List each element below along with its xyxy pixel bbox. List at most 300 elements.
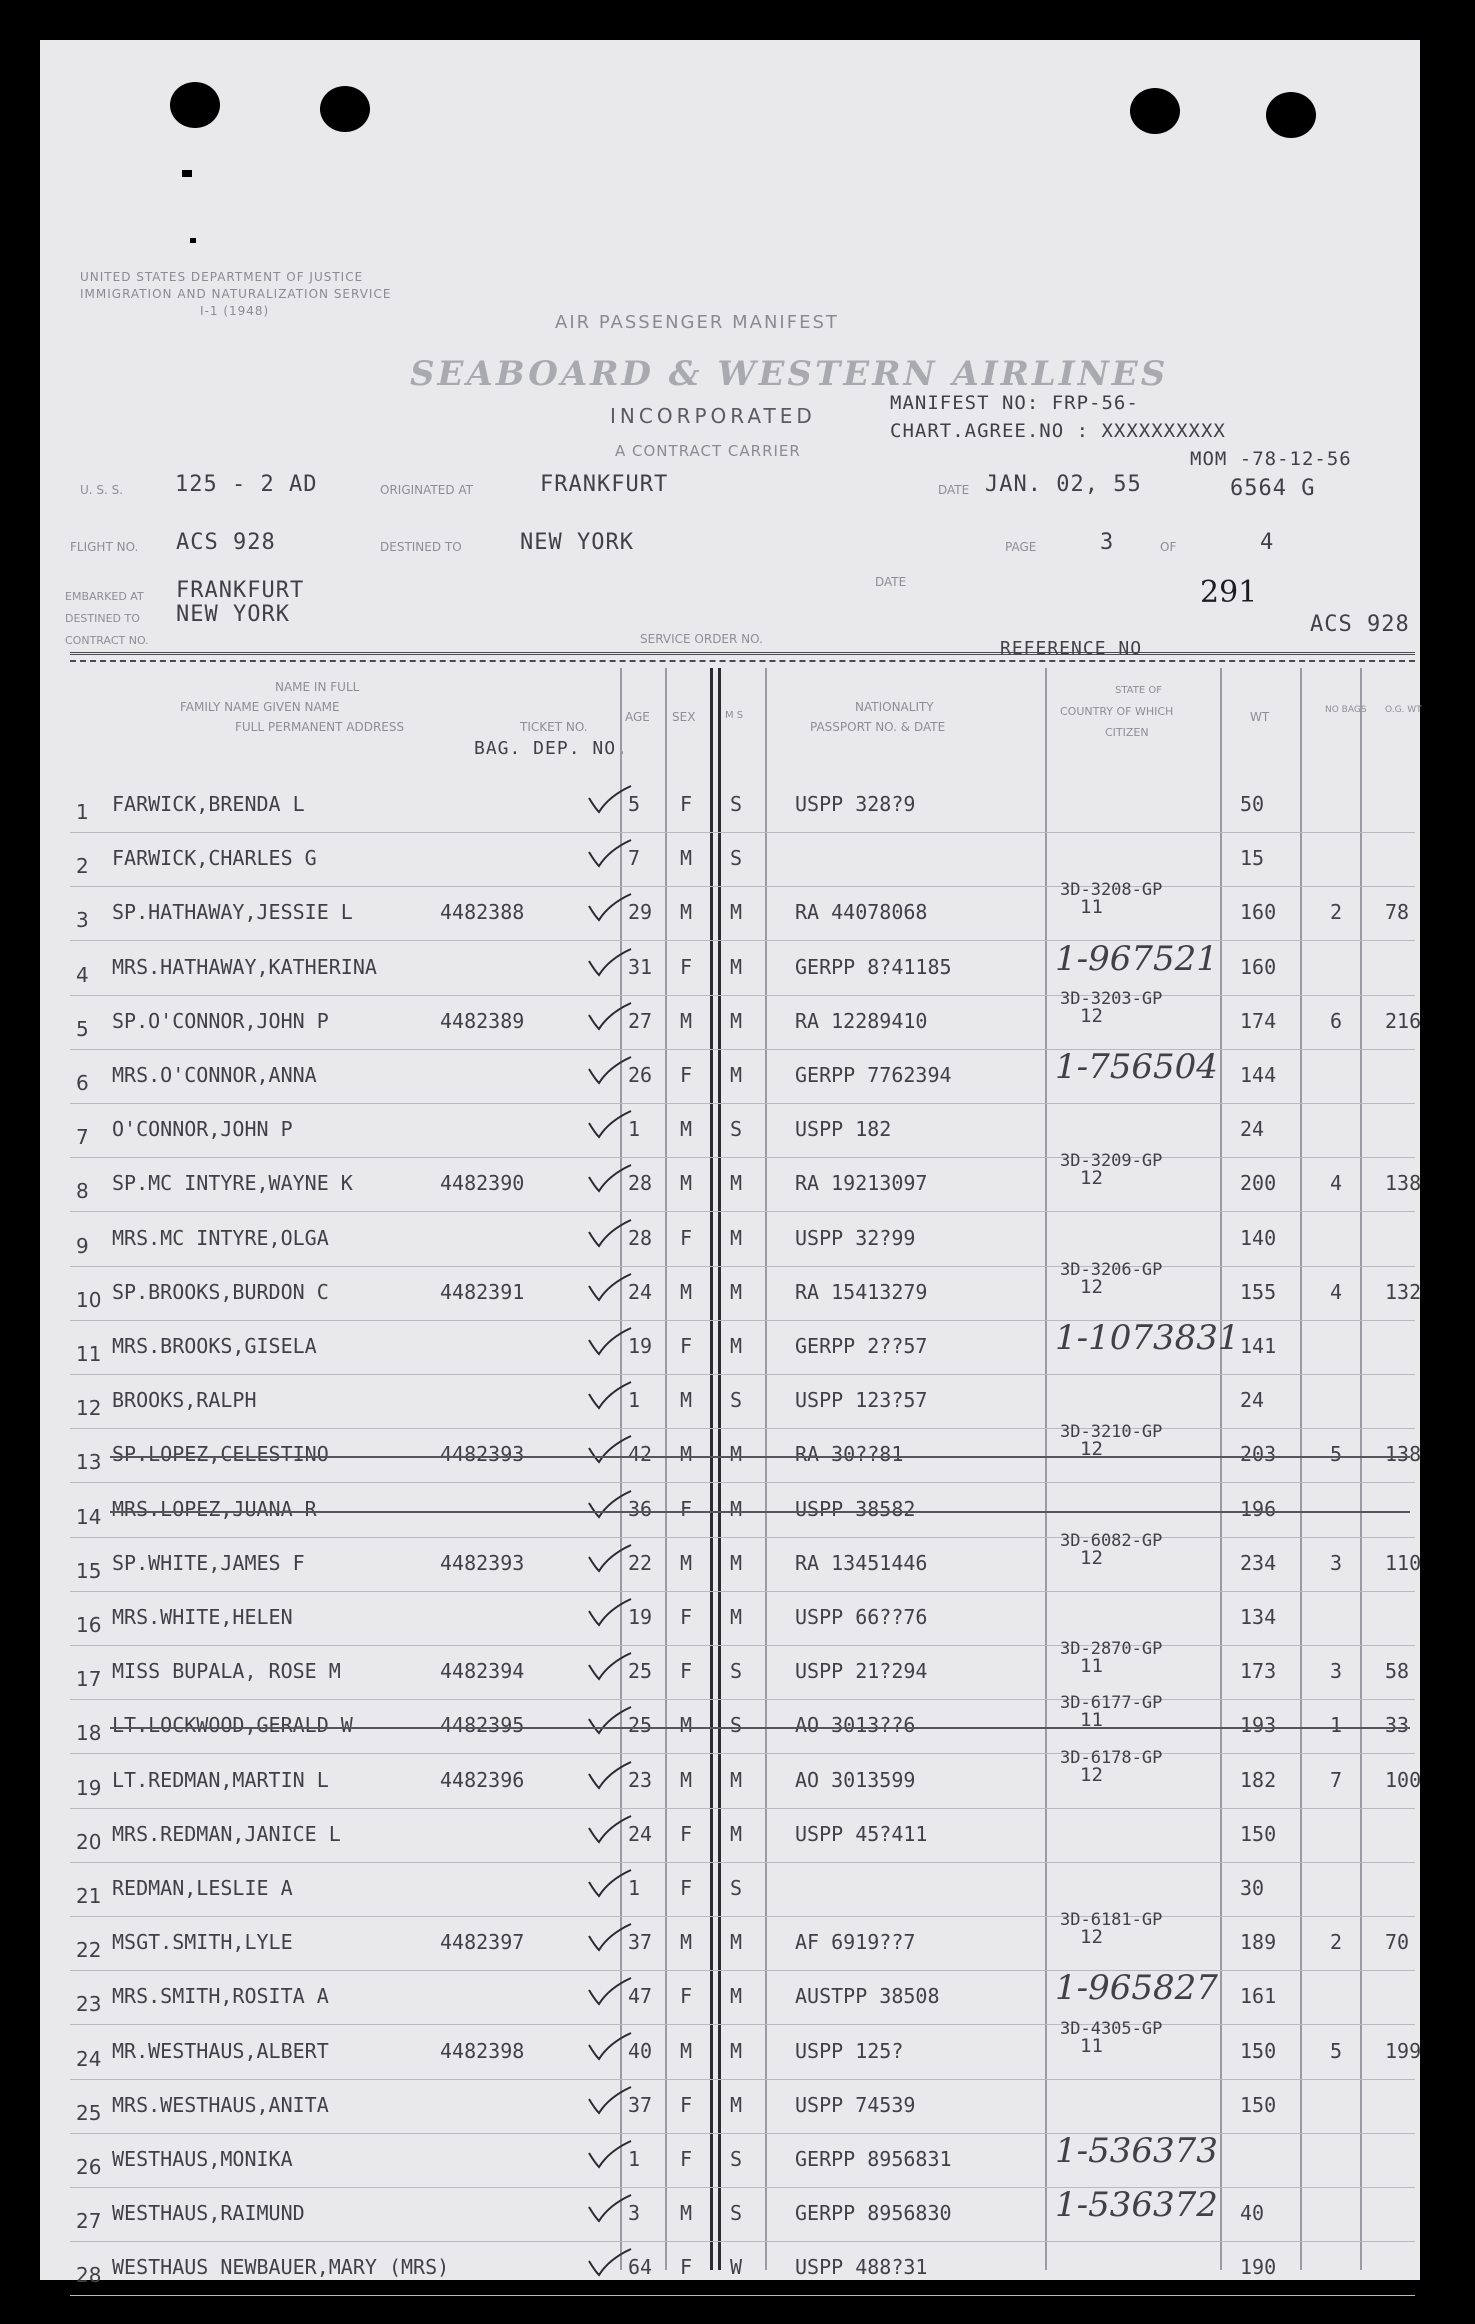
weight: 150 bbox=[1240, 2092, 1277, 2117]
col-country: COUNTRY OF WHICH bbox=[1060, 705, 1174, 718]
bag-weight: 138 bbox=[1385, 1442, 1422, 1467]
strike-through-line bbox=[110, 1511, 1410, 1513]
checkmark-icon bbox=[585, 1380, 633, 1410]
col-name-line3: FULL PERMANENT ADDRESS bbox=[235, 720, 405, 734]
row-rule bbox=[70, 1862, 1415, 1863]
ticket-no: 4482395 bbox=[440, 1713, 525, 1738]
sex: M bbox=[680, 1767, 693, 1792]
age: 37 bbox=[628, 2092, 653, 2117]
weight: 182 bbox=[1240, 1767, 1277, 1792]
bag-weight: 58 bbox=[1385, 1659, 1410, 1684]
weight: 144 bbox=[1240, 1063, 1277, 1087]
sex: F bbox=[680, 1605, 693, 1629]
row-rule bbox=[70, 2024, 1415, 2025]
checkmark-icon bbox=[585, 1109, 633, 1139]
marital-status: M bbox=[730, 1496, 743, 1521]
table-row bbox=[40, 2131, 1420, 2189]
checkmark-icon bbox=[585, 1163, 633, 1193]
table-row bbox=[40, 1968, 1420, 2026]
passenger-name: BROOKS,RALPH bbox=[112, 1388, 257, 1413]
reference-suffix: 12 bbox=[1080, 1438, 1103, 1461]
table-row bbox=[40, 1639, 1420, 1701]
checkmark-icon bbox=[585, 2085, 633, 2115]
sex: F bbox=[680, 1334, 693, 1358]
weight: 196 bbox=[1240, 1496, 1277, 1521]
contract-label: CONTRACT NO. bbox=[65, 634, 149, 647]
page-label: PAGE bbox=[1005, 540, 1037, 554]
weight: 174 bbox=[1240, 1008, 1277, 1033]
age: 24 bbox=[628, 1821, 653, 1846]
reference-suffix: 12 bbox=[1080, 1546, 1103, 1569]
strike-through-line bbox=[110, 1727, 1410, 1729]
punch-hole bbox=[1130, 88, 1180, 134]
ref-no: 6564 G bbox=[1230, 476, 1316, 501]
weight: 40 bbox=[1240, 2201, 1265, 2226]
age: 64 bbox=[628, 2255, 653, 2280]
passport: GERPP 2??57 bbox=[795, 1334, 928, 1358]
ticket-no: 4482396 bbox=[440, 1767, 525, 1792]
table-row bbox=[40, 2081, 1420, 2135]
passport: RA 13451446 bbox=[795, 1550, 928, 1575]
page-value: 3 bbox=[1100, 530, 1115, 555]
col-bags: NO BAGS bbox=[1325, 705, 1367, 715]
age: 19 bbox=[628, 1334, 653, 1358]
passport: RA 19213097 bbox=[795, 1171, 928, 1196]
reference-suffix: 12 bbox=[1080, 1167, 1103, 1190]
checkmark-icon bbox=[585, 1055, 633, 1085]
sex: F bbox=[680, 1496, 693, 1521]
row-number: 23 bbox=[76, 1992, 102, 2017]
originated-value: FRANKFURT bbox=[540, 472, 669, 497]
row-number: 24 bbox=[76, 2046, 102, 2071]
row-rule bbox=[70, 1482, 1415, 1483]
reference-no: 3D-3206-GP bbox=[1060, 1259, 1163, 1280]
passport: AF 6919??7 bbox=[795, 1930, 916, 1955]
sex: M bbox=[680, 900, 693, 925]
sex: M bbox=[680, 1279, 693, 1304]
ticket-no: 4482393 bbox=[440, 1442, 525, 1467]
weight: 15 bbox=[1240, 846, 1265, 871]
row-rule bbox=[70, 886, 1415, 887]
table-row bbox=[40, 988, 1422, 1051]
checkmark-icon bbox=[585, 1489, 633, 1519]
sex: M bbox=[680, 2201, 693, 2226]
passport: USPP 21?294 bbox=[795, 1659, 928, 1684]
row-number: 17 bbox=[76, 1667, 102, 1692]
row-number: 4 bbox=[76, 962, 89, 987]
table-row bbox=[40, 1485, 1420, 1539]
passport: USPP 66??76 bbox=[795, 1605, 928, 1629]
originated-label: ORIGINATED AT bbox=[380, 483, 473, 497]
row-number: 2 bbox=[76, 854, 89, 879]
ticket-no: 4482394 bbox=[440, 1659, 525, 1684]
marital-status: M bbox=[730, 1225, 743, 1250]
passport: USPP 45?411 bbox=[795, 1821, 928, 1846]
reference-no: 3D-6177-GP bbox=[1060, 1693, 1163, 1714]
date-label: DATE bbox=[938, 483, 970, 497]
sex: F bbox=[680, 792, 693, 816]
age: 26 bbox=[628, 1063, 653, 1087]
checkmark-icon bbox=[585, 1272, 633, 1302]
row-number: 14 bbox=[76, 1504, 102, 1529]
passenger-name: MRS.LOPEZ,JUANA R bbox=[112, 1496, 317, 1521]
reference-no: 3D-3203-GP bbox=[1060, 988, 1163, 1009]
passenger-name: WESTHAUS,MONIKA bbox=[112, 2147, 293, 2171]
ticket-no: 4482391 bbox=[440, 1279, 525, 1304]
row-number: 9 bbox=[76, 1233, 89, 1258]
passport: GERPP 7762394 bbox=[795, 1063, 952, 1087]
table-row bbox=[40, 2185, 1420, 2243]
age: 22 bbox=[628, 1550, 653, 1575]
sex: F bbox=[680, 2092, 693, 2117]
age: 23 bbox=[628, 1767, 653, 1792]
row-rule bbox=[70, 1808, 1415, 1809]
row-number: 20 bbox=[76, 1829, 102, 1854]
passport: GERPP 8?41185 bbox=[795, 954, 952, 979]
bag-count: 2 bbox=[1330, 1930, 1343, 1955]
row-number: 8 bbox=[76, 1179, 89, 1204]
row-rule bbox=[70, 2241, 1415, 2242]
bag-count: 1 bbox=[1330, 1713, 1343, 1738]
handwritten-number: 1-1073831 bbox=[1055, 1318, 1240, 1358]
age: 3 bbox=[628, 2201, 641, 2226]
row-number: 15 bbox=[76, 1558, 102, 1583]
handwritten-number: 1-756504 bbox=[1055, 1047, 1218, 1087]
row-rule bbox=[70, 1103, 1415, 1104]
handwritten-number: 1-967521 bbox=[1055, 938, 1218, 979]
mom-no: MOM -78-12-56 bbox=[1190, 448, 1352, 470]
age: 40 bbox=[628, 2038, 653, 2063]
age: 1 bbox=[628, 1388, 641, 1413]
marital-status: M bbox=[730, 2092, 743, 2117]
bag-count: 7 bbox=[1330, 1767, 1343, 1792]
col-citizen: CITIZEN bbox=[1105, 726, 1149, 739]
passenger-name: MRS.MC INTYRE,OLGA bbox=[112, 1225, 329, 1250]
passenger-name: MRS.REDMAN,JANICE L bbox=[112, 1821, 341, 1846]
table-row bbox=[40, 1151, 1422, 1213]
sex: M bbox=[680, 1171, 693, 1196]
row-number: 26 bbox=[76, 2155, 102, 2179]
reference-suffix: 12 bbox=[1080, 1763, 1103, 1786]
weight: 193 bbox=[1240, 1713, 1277, 1738]
sex: F bbox=[680, 2147, 693, 2171]
passenger-name: LT.LOCKWOOD,GERALD W bbox=[112, 1713, 353, 1738]
sex: M bbox=[680, 1550, 693, 1575]
passport: USPP 125? bbox=[795, 2038, 904, 2063]
marital-status: M bbox=[730, 1821, 743, 1846]
passenger-name: MSGT.SMITH,LYLE bbox=[112, 1930, 293, 1955]
weight: 160 bbox=[1240, 954, 1277, 979]
col-state: STATE OF bbox=[1115, 685, 1162, 696]
row-number: 5 bbox=[76, 1016, 89, 1041]
passport: USPP 182 bbox=[795, 1117, 892, 1142]
bag-weight: 216 bbox=[1385, 1008, 1422, 1033]
age: 5 bbox=[628, 792, 641, 816]
bag-count: 4 bbox=[1330, 1279, 1343, 1304]
bag-weight: 199 bbox=[1385, 2038, 1422, 2063]
row-rule bbox=[70, 1537, 1415, 1538]
table-row bbox=[40, 1259, 1422, 1322]
dept-line3: I-1 (1948) bbox=[200, 304, 270, 318]
table-row bbox=[40, 1593, 1420, 1647]
checkmark-icon bbox=[585, 1814, 633, 1844]
reference-no: 3D-4305-GP bbox=[1060, 2018, 1163, 2039]
reference-suffix: 11 bbox=[1080, 2034, 1103, 2057]
marital-status: M bbox=[730, 1334, 743, 1358]
row-number: 18 bbox=[76, 1721, 102, 1746]
bag-weight: 100 bbox=[1385, 1767, 1422, 1792]
sex: M bbox=[680, 1713, 693, 1738]
reference-suffix: 11 bbox=[1080, 1709, 1103, 1732]
reference-no: 3D-2870-GP bbox=[1060, 1639, 1163, 1660]
sex: F bbox=[680, 1225, 693, 1250]
bag-count: 4 bbox=[1330, 1171, 1343, 1196]
destined-value: NEW YORK bbox=[520, 530, 634, 555]
passenger-name: REDMAN,LESLIE A bbox=[112, 1876, 293, 1900]
marital-status: S bbox=[730, 2201, 743, 2226]
sex: F bbox=[680, 1063, 693, 1087]
table-row bbox=[40, 938, 1420, 997]
sex: M bbox=[680, 846, 693, 871]
passport: AUSTPP 38508 bbox=[795, 1984, 940, 2009]
marital-status: M bbox=[730, 954, 743, 979]
col-passport: PASSPORT NO. & DATE bbox=[810, 720, 946, 734]
marital-status: S bbox=[730, 1713, 743, 1738]
table-row bbox=[40, 1693, 1420, 1755]
reference-no: 3D-3209-GP bbox=[1060, 1151, 1163, 1172]
table-row bbox=[40, 1864, 1420, 1918]
col-bag-label: BAG. DEP. NO. bbox=[474, 738, 628, 759]
marital-status: M bbox=[730, 1767, 743, 1792]
passport: RA 44078068 bbox=[795, 900, 928, 925]
sex: F bbox=[680, 1984, 693, 2009]
sex: M bbox=[680, 1117, 693, 1142]
marital-status: S bbox=[730, 1117, 743, 1142]
ticket-no: 4482397 bbox=[440, 1930, 525, 1955]
passport: AO 3013599 bbox=[795, 1767, 916, 1792]
marital-status: M bbox=[730, 1550, 743, 1575]
destined2-value: NEW YORK bbox=[176, 602, 290, 627]
passport: USPP 328?9 bbox=[795, 792, 916, 816]
sex: F bbox=[680, 1876, 693, 1900]
bag-weight: 138 bbox=[1385, 1171, 1422, 1196]
row-number: 16 bbox=[76, 1613, 102, 1637]
passport: RA 30??81 bbox=[795, 1442, 904, 1467]
passport: RA 15413279 bbox=[795, 1279, 928, 1304]
reference-no-label: REFERENCE NO bbox=[1000, 638, 1143, 659]
manifest-no: MANIFEST NO: FRP-56- bbox=[890, 392, 1139, 414]
bag-weight: 78 bbox=[1385, 900, 1410, 925]
bag-weight: 70 bbox=[1385, 1930, 1410, 1955]
col-wt: WT bbox=[1250, 710, 1270, 724]
age: 47 bbox=[628, 1984, 653, 2009]
checkmark-icon bbox=[585, 1001, 633, 1031]
passenger-name: WESTHAUS NEWBAUER,MARY (MRS) bbox=[112, 2255, 450, 2280]
col-name-line1: NAME IN FULL bbox=[275, 680, 360, 694]
row-rule bbox=[70, 1374, 1415, 1375]
weight: 200 bbox=[1240, 1171, 1277, 1196]
date2-label: DATE bbox=[875, 575, 907, 589]
passport: GERPP 8956831 bbox=[795, 2147, 952, 2171]
dept-line1: UNITED STATES DEPARTMENT OF JUSTICE bbox=[80, 270, 364, 284]
checkmark-icon bbox=[585, 1705, 633, 1735]
embarked-label: EMBARKED AT bbox=[65, 590, 144, 603]
col-ticket: TICKET NO. bbox=[520, 720, 588, 734]
bag-count: 2 bbox=[1330, 900, 1343, 925]
row-number: 7 bbox=[76, 1125, 89, 1150]
reference-suffix: 12 bbox=[1080, 1926, 1103, 1949]
marital-status: M bbox=[730, 1008, 743, 1033]
age: 1 bbox=[628, 2147, 641, 2171]
checkmark-icon bbox=[585, 2031, 633, 2061]
marital-status: W bbox=[730, 2255, 743, 2280]
punch-hole bbox=[320, 86, 370, 132]
ticket-no: 4482390 bbox=[440, 1171, 525, 1196]
row-rule bbox=[70, 1753, 1415, 1754]
strike-through-line bbox=[110, 1456, 1410, 1458]
row-number: 13 bbox=[76, 1450, 102, 1475]
marital-status: M bbox=[730, 1279, 743, 1304]
weight: 140 bbox=[1240, 1225, 1277, 1250]
row-rule bbox=[70, 832, 1415, 833]
destined-label: DESTINED TO bbox=[380, 540, 462, 554]
row-rule bbox=[70, 1916, 1415, 1917]
passenger-name: SP.LOPEZ,CELESTINO bbox=[112, 1442, 329, 1467]
age: 1 bbox=[628, 1876, 641, 1900]
bag-count: 3 bbox=[1330, 1550, 1343, 1575]
weight: 173 bbox=[1240, 1659, 1277, 1684]
checkmark-icon bbox=[585, 2139, 633, 2169]
sex: F bbox=[680, 954, 693, 979]
weight: 24 bbox=[1240, 1117, 1265, 1142]
checkmark-icon bbox=[585, 1976, 633, 2006]
table-row bbox=[40, 1214, 1420, 1268]
sex: M bbox=[680, 1442, 693, 1467]
passport: AO 3013??6 bbox=[795, 1713, 916, 1738]
marital-status: M bbox=[730, 1984, 743, 2009]
row-rule bbox=[70, 2079, 1415, 2080]
date-value: JAN. 02, 55 bbox=[985, 472, 1142, 497]
checkmark-icon bbox=[585, 892, 633, 922]
speck bbox=[190, 238, 196, 243]
ticket-no: 4482389 bbox=[440, 1008, 525, 1033]
table-row bbox=[40, 880, 1420, 942]
checkmark-icon bbox=[585, 1868, 633, 1898]
row-rule bbox=[70, 995, 1415, 996]
form-title: AIR PASSENGER MANIFEST bbox=[555, 312, 839, 333]
ticket-no: 4482398 bbox=[440, 2038, 525, 2063]
flight-value: ACS 928 bbox=[176, 530, 276, 555]
of-label: OF bbox=[1160, 540, 1177, 554]
row-number: 25 bbox=[76, 2100, 102, 2125]
row-rule bbox=[70, 1591, 1415, 1592]
right-flight: ACS 928 bbox=[1310, 612, 1410, 637]
checkmark-icon bbox=[585, 1760, 633, 1790]
marital-status: S bbox=[730, 1876, 743, 1900]
row-rule bbox=[70, 1428, 1415, 1429]
marital-status: M bbox=[730, 1063, 743, 1087]
age: 29 bbox=[628, 900, 653, 925]
marital-status: S bbox=[730, 2147, 743, 2171]
table-row bbox=[40, 780, 1420, 834]
row-rule bbox=[70, 1266, 1415, 1267]
age: 25 bbox=[628, 1713, 653, 1738]
header-rule bbox=[70, 652, 1415, 659]
marital-status: M bbox=[730, 2038, 743, 2063]
passport: USPP 123?57 bbox=[795, 1388, 928, 1413]
age: 31 bbox=[628, 954, 653, 979]
passenger-name: MRS.SMITH,ROSITA A bbox=[112, 1984, 329, 2009]
bag-count: 6 bbox=[1330, 1008, 1343, 1033]
marital-status: S bbox=[730, 1388, 743, 1413]
age: 27 bbox=[628, 1008, 653, 1033]
reference-no: 3D-3210-GP bbox=[1060, 1422, 1163, 1443]
marital-status: S bbox=[730, 792, 743, 816]
passenger-name: SP.WHITE,JAMES F bbox=[112, 1550, 305, 1575]
table-row bbox=[40, 1105, 1420, 1159]
col-owt: O.G. WT bbox=[1385, 705, 1422, 715]
header-rule bbox=[70, 660, 1415, 662]
of-value: 4 bbox=[1260, 530, 1275, 555]
manifest-sheet bbox=[40, 40, 1422, 2288]
passenger-name: SP.BROOKS,BURDON C bbox=[112, 1279, 329, 1304]
destined2-label: DESTINED TO bbox=[65, 612, 140, 625]
us-value: 125 - 2 AD bbox=[175, 472, 318, 497]
row-number: 6 bbox=[76, 1071, 89, 1095]
sex: F bbox=[680, 1821, 693, 1846]
passenger-name: MISS BUPALA, ROSE M bbox=[112, 1659, 341, 1684]
row-rule bbox=[70, 1157, 1415, 1158]
row-number: 27 bbox=[76, 2209, 102, 2234]
weight: 189 bbox=[1240, 1930, 1277, 1955]
weight: 50 bbox=[1240, 792, 1265, 816]
weight: 190 bbox=[1240, 2255, 1277, 2280]
ticket-no: 4482393 bbox=[440, 1550, 525, 1575]
age: 42 bbox=[628, 1442, 653, 1467]
age: 28 bbox=[628, 1171, 653, 1196]
passenger-name: SP.O'CONNOR,JOHN P bbox=[112, 1008, 329, 1033]
table-row bbox=[40, 1047, 1420, 1105]
weight: 134 bbox=[1240, 1605, 1277, 1629]
row-number: 19 bbox=[76, 1775, 102, 1800]
weight: 150 bbox=[1240, 1821, 1277, 1846]
table-row bbox=[40, 1910, 1420, 1972]
marital-status: M bbox=[730, 1605, 743, 1629]
weight: 24 bbox=[1240, 1388, 1265, 1413]
punch-hole bbox=[170, 82, 220, 128]
marital-status: M bbox=[730, 1930, 743, 1955]
checkmark-icon bbox=[585, 1922, 633, 1952]
table-row bbox=[40, 1810, 1420, 1864]
checkmark-icon bbox=[585, 947, 633, 977]
row-number: 3 bbox=[76, 908, 89, 933]
passenger-name: MRS.BROOKS,GISELA bbox=[112, 1334, 317, 1358]
checkmark-icon bbox=[585, 1651, 633, 1681]
weight: 141 bbox=[1240, 1334, 1277, 1358]
checkmark-icon bbox=[585, 1434, 633, 1464]
bag-weight: 132 bbox=[1385, 1279, 1422, 1304]
passport: GERPP 8956830 bbox=[795, 2201, 952, 2226]
row-number: 22 bbox=[76, 1938, 102, 1963]
weight: 203 bbox=[1240, 1442, 1277, 1467]
age: 37 bbox=[628, 1930, 653, 1955]
row-rule bbox=[70, 1645, 1415, 1646]
weight: 161 bbox=[1240, 1984, 1277, 2009]
age: 19 bbox=[628, 1605, 653, 1629]
passenger-name: MRS.WESTHAUS,ANITA bbox=[112, 2092, 329, 2117]
speck bbox=[182, 170, 192, 177]
incorporated-label: INCORPORATED bbox=[610, 404, 816, 428]
